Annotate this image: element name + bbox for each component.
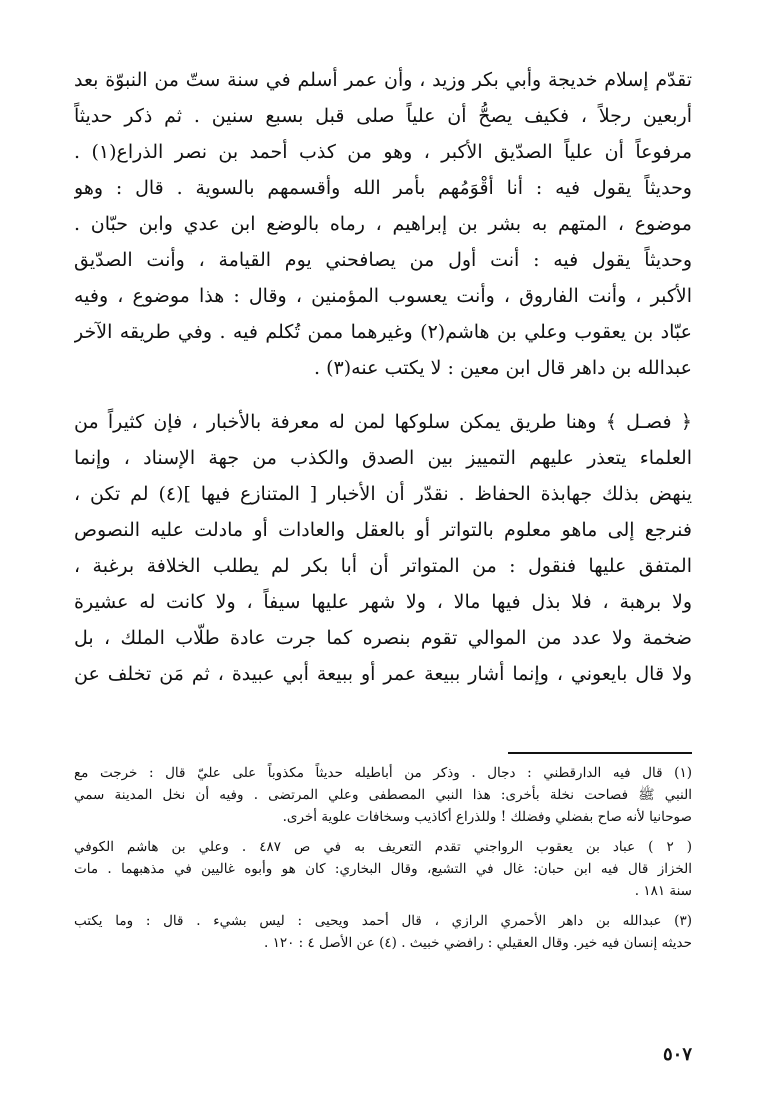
main-text [74,62,692,692]
footnote-line: ( ٢ ) عباد بن يعقوب الرواجني تقدم التعريف به في ص ٤٨٧ . وعلي بن هاشم الكوفي [74,839,692,855]
text-line: ولا برهبة ، فلا بذل فيها مالا ، ولا شهر عليها سيفاً ، ولا كانت له عشيرة [74,591,692,613]
text-line: ولا قال بايعوني ، وإنما أشار ببيعة عمر أو ببيعة أبي عبيدة ، ثم مَن تخلف عن [74,663,692,685]
text-line: وحديثاً يقول فيه : أنت أول من يصافحني يوم القيامة ، وأنت الصدّيق [74,249,692,271]
footnote-gap [74,902,692,910]
page-number: ٥٠٧ [662,1044,692,1065]
text-line: تقدّم إسلام خديجة وأبي بكر وزيد ، وأن عمر أسلم في سنة ستّ من النبوّة بعد [74,69,692,91]
paragraph-gap [74,386,692,404]
text-line: وحديثاً يقول فيه : أنا أقْوَمُهم بأمر الله وأقسمهم بالسوية . قال : وهو [74,177,692,199]
footnote-line: (٣) عبدالله بن داهر الأحمري الرازي ، قال أحمد ويحيى : ليس بشيء . قال : وما يكتب [74,913,692,929]
text-line: عبّاد بن يعقوب وعلي بن هاشم(٢) وغيرهما ممن تُكلم فيه . وفي طريقه الآخر [74,321,692,343]
text-line: المتفق عليها فنقول : من المتواتر أن أبا بكر لم يطلب الخلافة برغبة ، [74,555,692,577]
footnote-line: الخزاز قال فيه ابن حبان: غال في التشيع، وقال البخاري: كان هو وأبوه غاليين في مذهبهما . مات [74,861,692,877]
footnote-line: النبي ﷺ فصاحت نخلة بأخرى: هذا النبي المصطفى وعلي المرتضى . وفيه أن نخل المدينة سمي [74,787,692,803]
text-line-section-heading: ﴿ فصـل ﴾ وهنا طريق يمكن سلوكها لمن له معرفة بالأخبار ، فإن كثيراً من [74,411,692,433]
text-line: الأكبر ، وأنت الفاروق ، وأنت يعسوب المؤمنين ، وقال : هذا موضوع ، وفيه [74,285,692,307]
text-line: العلماء يتعذر عليهم التمييز بين الصدق والكذب من جهة الإسناد ، وإنما [74,447,692,469]
footnote-line: سنة ١٨١ . [634,883,692,899]
footnote-line: (١) قال فيه الدارقطني : دجال . وذكر من أباطيله حديثاً مكذوباً على عليّ قال : خرجت مع [74,765,692,781]
footnote-line: حديثه إنسان فيه خير. وقال العقيلي : رافضي خبيث . (٤) عن الأصل ٤ : ١٢٠ . [264,935,692,951]
footnote-separator [508,752,692,754]
footnotes [74,762,692,954]
text-line: مرفوعاً أن علياً الصدّيق الأكبر ، وهو من كذب أحمد بن نصر الذراع(١) . [74,141,692,163]
text-line: موضوع ، المتهم به بشر بن إبراهيم ، رماه بالوضع ابن عدي وابن حبّان . [74,213,692,235]
text-line: أربعين رجلاً ، فكيف يصحُّ أن علياً صلى قبل بسبع سنين . ثم ذكر حديثاً [74,105,692,127]
footnote-gap [74,828,692,836]
text-line: عبدالله بن داهر قال ابن معين : لا يكتب عنه(٣) . [314,357,692,379]
text-line: ضخمة ولا عدد من الموالي تقوم بنصره كما جرت عادة طلّاب الملك ، بل [74,627,692,649]
text-line: ينهض بذلك جهابذة الحفاظ . نقدّر أن الأخبار [ المتنازع فيها ](٤) لم تكن ، [74,483,692,505]
text-line: فنرجع إلى ماهو معلوم بالتواتر أو بالعقل والعادات أو مادلت عليه النصوص [74,519,692,541]
footnote-line: صوحانيا لأنه صاح بفضلي وفضلك ! وللذراع أكاذيب وسخافات علوية أخرى. [282,809,692,825]
